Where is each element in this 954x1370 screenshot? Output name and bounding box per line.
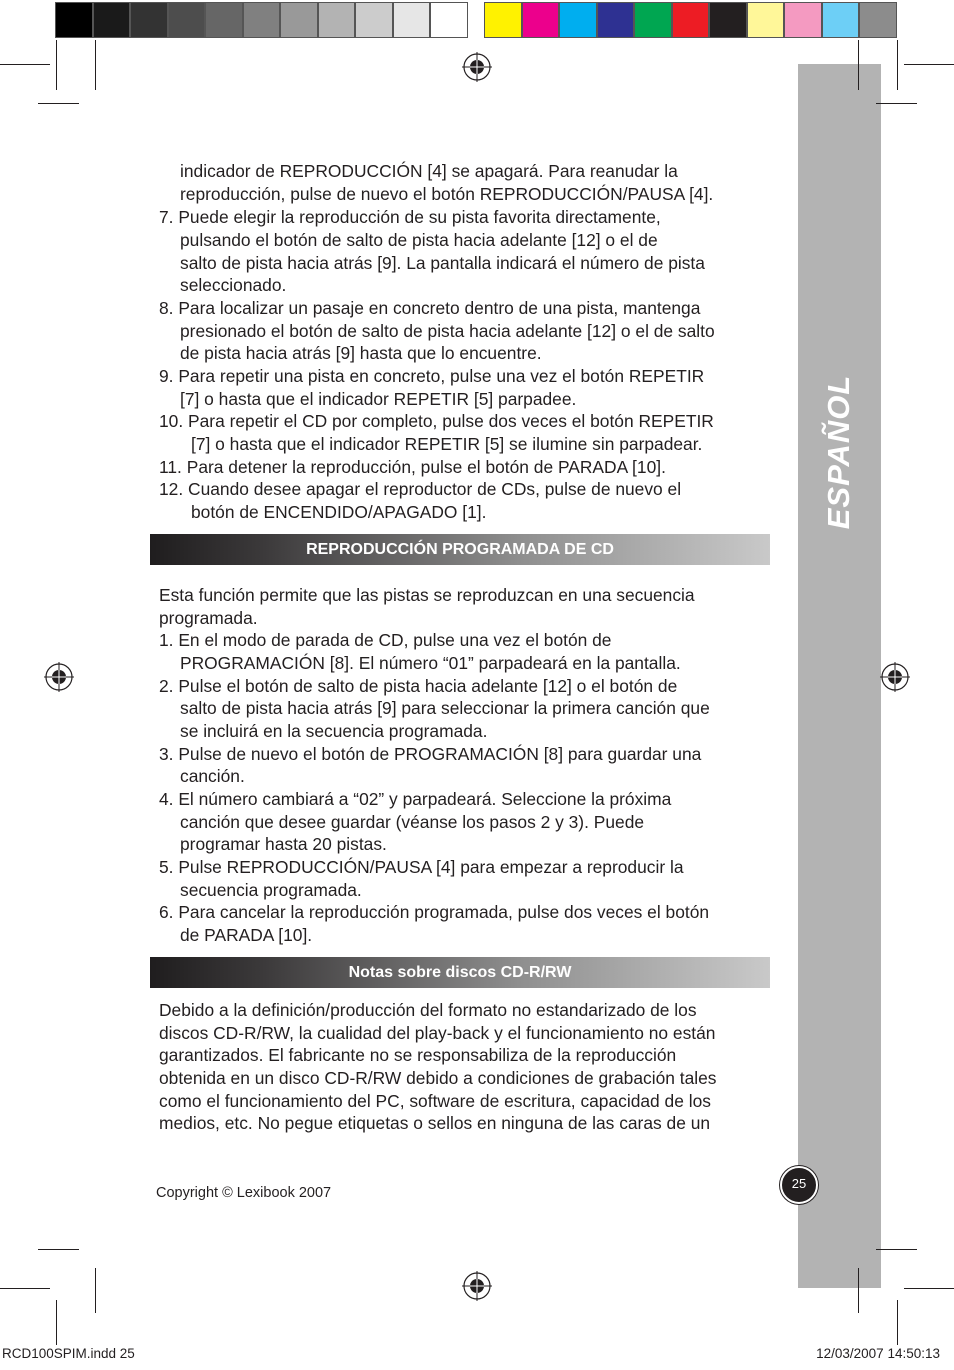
text-line: 1. En el modo de parada de CD, pulse una vez el botón de	[159, 630, 612, 650]
text-line: salto de pista hacia atrás [9] para seleccionar la primera canción que	[180, 698, 710, 718]
text-line: 12. Cuando desee apagar el reproductor de CDs, pulse de nuevo el	[159, 479, 682, 499]
copyright-notice: Copyright © Lexibook 2007	[156, 1185, 332, 1201]
gray-swatch	[243, 2, 281, 38]
gray-swatch	[130, 2, 168, 38]
gray-swatch	[168, 2, 206, 38]
color-swatch	[784, 2, 822, 38]
color-swatch	[822, 2, 860, 38]
text-line: canción.	[180, 766, 245, 786]
color-swatch	[672, 2, 710, 38]
page-number-badge	[780, 1166, 818, 1204]
text-line: como el funcionamiento del PC, software de escritura, capacidad de los	[159, 1091, 711, 1111]
color-swatch	[559, 2, 597, 38]
file-slug: RCD100SPIM.indd 25	[2, 1346, 135, 1361]
text-line: garantizados. El fabricante no se responsabiliza de la reproducción	[159, 1045, 677, 1065]
language-tab-label: ESPAÑOL	[821, 374, 856, 530]
section-title-programmed-playback: REPRODUCCIÓN PROGRAMADA DE CD	[306, 541, 614, 558]
text-line: salto de pista hacia atrás [9]. La pantalla indicará el número de pista	[180, 253, 705, 273]
gray-swatch	[430, 2, 468, 38]
text-line: pulsando el botón de salto de pista hacia adelante [12] o el de	[180, 230, 658, 250]
registration-mark-top	[462, 52, 492, 82]
text-line: secuencia programada.	[180, 880, 362, 900]
gray-swatch	[318, 2, 356, 38]
gray-swatch	[93, 2, 131, 38]
color-swatch	[597, 2, 635, 38]
text-line: Debido a la definición/producción del formato no estandarizado de los	[159, 1000, 697, 1020]
color-swatch	[709, 2, 747, 38]
page-number: 25	[791, 1176, 807, 1191]
text-line: obtenida en un disco CD-R/RW debido a condiciones de grabación tales	[159, 1068, 717, 1088]
text-line: 5. Pulse REPRODUCCIÓN/PAUSA [4] para empezar a reproducir la	[159, 857, 684, 877]
text-line: [7] o hasta que el indicador REPETIR [5] se ilumine sin parpadear.	[191, 434, 703, 454]
language-side-tab	[798, 64, 881, 1288]
color-swatch	[484, 2, 522, 38]
text-line: 3. Pulse de nuevo el botón de PROGRAMACIÓN [8] para guardar una	[159, 744, 702, 764]
text-line: 9. Para repetir una pista en concreto, pulse una vez el botón REPETIR	[159, 366, 705, 386]
text-line: 11. Para detener la reproducción, pulse el botón de PARADA [10].	[159, 457, 666, 477]
text-line: 10. Para repetir el CD por completo, pulse dos veces el botón REPETIR	[159, 411, 714, 431]
text-line: 7. Puede elegir la reproducción de su pista favorita directamente,	[159, 207, 661, 227]
section-header-bar	[150, 534, 770, 565]
text-line: canción que desee guardar (véanse los pasos 2 y 3). Puede	[180, 812, 645, 832]
text-line: 2. Pulse el botón de salto de pista hacia adelante [12] o el botón de	[159, 676, 678, 696]
text-line: discos CD-R/RW, la cualidad del play-back y el funcionamiento no están	[159, 1023, 716, 1043]
text-line: indicador de REPRODUCCIÓN [4] se apagará. Para reanudar la	[180, 161, 678, 181]
color-swatch	[634, 2, 672, 38]
gray-swatch	[355, 2, 393, 38]
text-line: seleccionado.	[180, 275, 287, 295]
text-line: 4. El número cambiará a “02” y parpadeará. Seleccione la próxima	[159, 789, 672, 809]
registration-mark-bottom	[462, 1271, 492, 1301]
gray-swatch	[393, 2, 431, 38]
text-line: [7] o hasta que el indicador REPETIR [5] parpadee.	[180, 389, 577, 409]
text-line: programar hasta 20 pistas.	[180, 834, 387, 854]
gray-swatch	[205, 2, 243, 38]
color-swatch	[522, 2, 560, 38]
text-line: botón de ENCENDIDO/APAGADO [1].	[191, 502, 487, 522]
text-line: programada.	[159, 608, 258, 628]
section-header-bar	[150, 957, 770, 988]
color-swatch	[859, 2, 897, 38]
text-line: medios, etc. No pegue etiquetas o sellos en ninguna de las caras de un	[159, 1113, 711, 1133]
gray-swatch	[55, 2, 93, 38]
registration-mark-right	[880, 662, 910, 692]
text-line: de pista hacia atrás [9] hasta que lo encuentre.	[180, 343, 542, 363]
text-line: reproducción, pulse de nuevo el botón REPRODUCCIÓN/PAUSA [4].	[180, 184, 714, 204]
text-line: de PARADA [10].	[180, 925, 313, 945]
text-line: 6. Para cancelar la reproducción programada, pulse dos veces el botón	[159, 902, 710, 922]
text-line: se incluirá en la secuencia programada.	[180, 721, 488, 741]
text-line: PROGRAMACIÓN [8]. El número “01” parpadeará en la pantalla.	[180, 653, 681, 673]
text-line: Esta función permite que las pistas se reproduzcan en una secuencia	[159, 585, 695, 605]
date-slug: 12/03/2007 14:50:13	[816, 1346, 940, 1361]
color-swatch	[747, 2, 785, 38]
text-line: presionado el botón de salto de pista hacia adelante [12] o el de salto	[180, 321, 715, 341]
gray-swatch	[280, 2, 318, 38]
text-line: 8. Para localizar un pasaje en concreto dentro de una pista, mantenga	[159, 298, 701, 318]
section-title-cdr-notes: Notas sobre discos CD-R/RW	[348, 964, 572, 981]
registration-mark-left	[44, 662, 74, 692]
